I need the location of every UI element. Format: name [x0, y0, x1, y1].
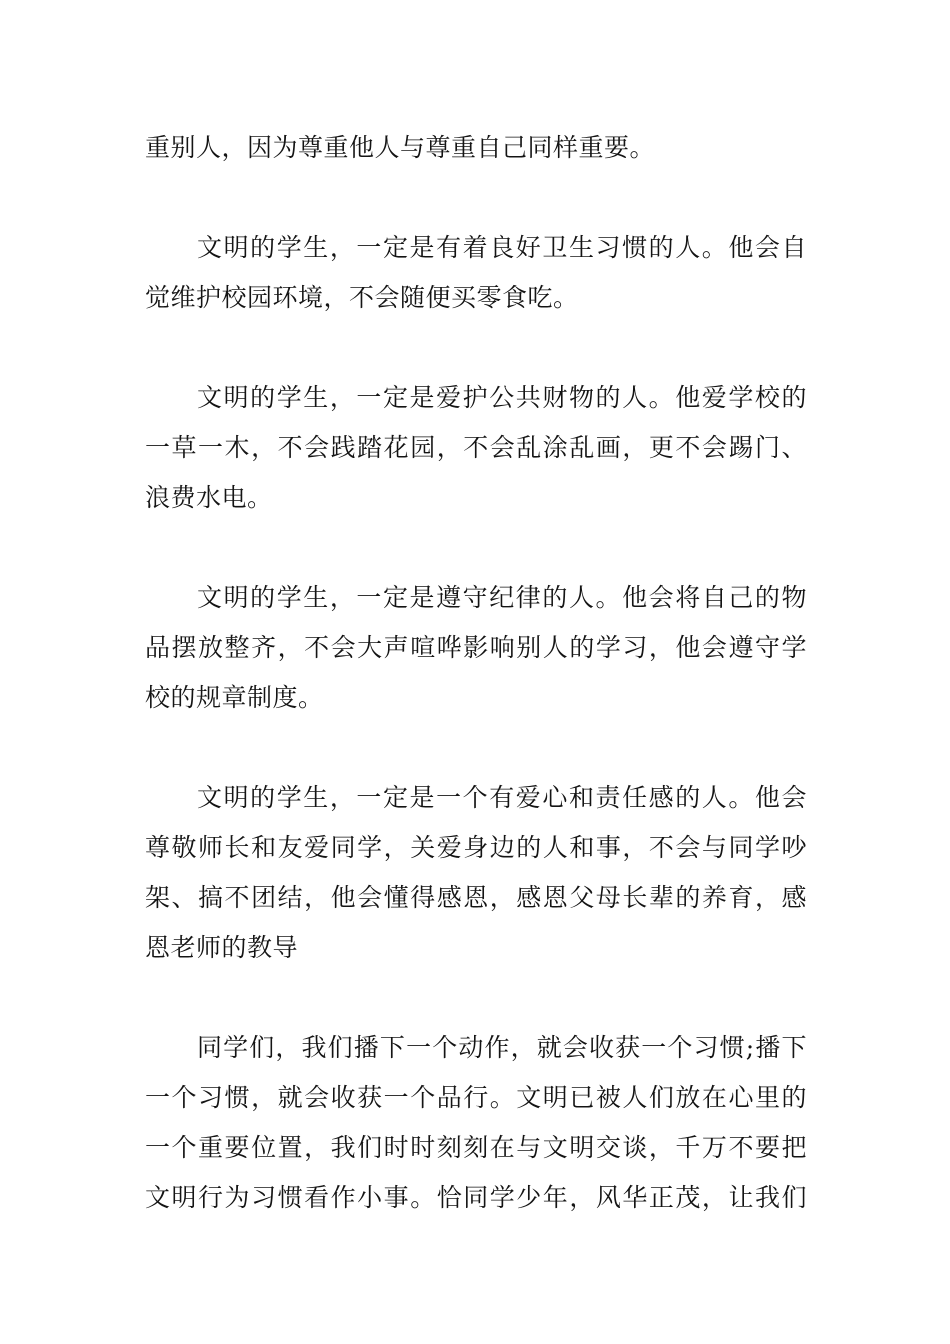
paragraph-3-line-3: 浪费水电。	[145, 483, 273, 512]
paragraph-6-line-1: 同学们，我们播下一个动作，就会收获一个习惯;播下	[197, 1033, 807, 1062]
paragraph-3-line-1: 文明的学生，一定是爱护公共财物的人。他爱学校的	[197, 383, 807, 412]
paragraph-4-line-1: 文明的学生，一定是遵守纪律的人。他会将自己的物	[197, 583, 807, 612]
paragraph-4-line-2: 品摆放整齐，不会大声喧哗影响别人的学习，他会遵守学	[145, 633, 807, 662]
paragraph-6-line-2: 一个习惯，就会收获一个品行。文明已被人们放在心里的	[145, 1083, 807, 1112]
paragraph-2-line-2: 觉维护校园环境，不会随便买零食吃。	[145, 283, 579, 312]
paragraph-6-line-3: 一个重要位置，我们时时刻刻在与文明交谈，千万不要把	[145, 1133, 807, 1162]
paragraph-5-line-1: 文明的学生，一定是一个有爱心和责任感的人。他会	[197, 783, 807, 812]
paragraph-5-line-4: 恩老师的教导	[145, 933, 299, 962]
paragraph-3-line-2: 一草一木，不会践踏花园，不会乱涂乱画，更不会踢门、	[145, 433, 807, 462]
paragraph-5-line-3: 架、搞不团结，他会懂得感恩，感恩父母长辈的养育，感	[145, 883, 807, 912]
paragraph-6-line-4: 文明行为习惯看作小事。恰同学少年，风华正茂，让我们	[145, 1183, 807, 1212]
paragraph-4-line-3: 校的规章制度。	[145, 683, 324, 712]
paragraph-1-line-1: 重别人，因为尊重他人与尊重自己同样重要。	[145, 133, 656, 162]
paragraph-5-line-2: 尊敬师长和友爱同学，关爱身边的人和事，不会与同学吵	[145, 833, 807, 862]
paragraph-2-line-1: 文明的学生，一定是有着良好卫生习惯的人。他会自	[197, 233, 807, 262]
